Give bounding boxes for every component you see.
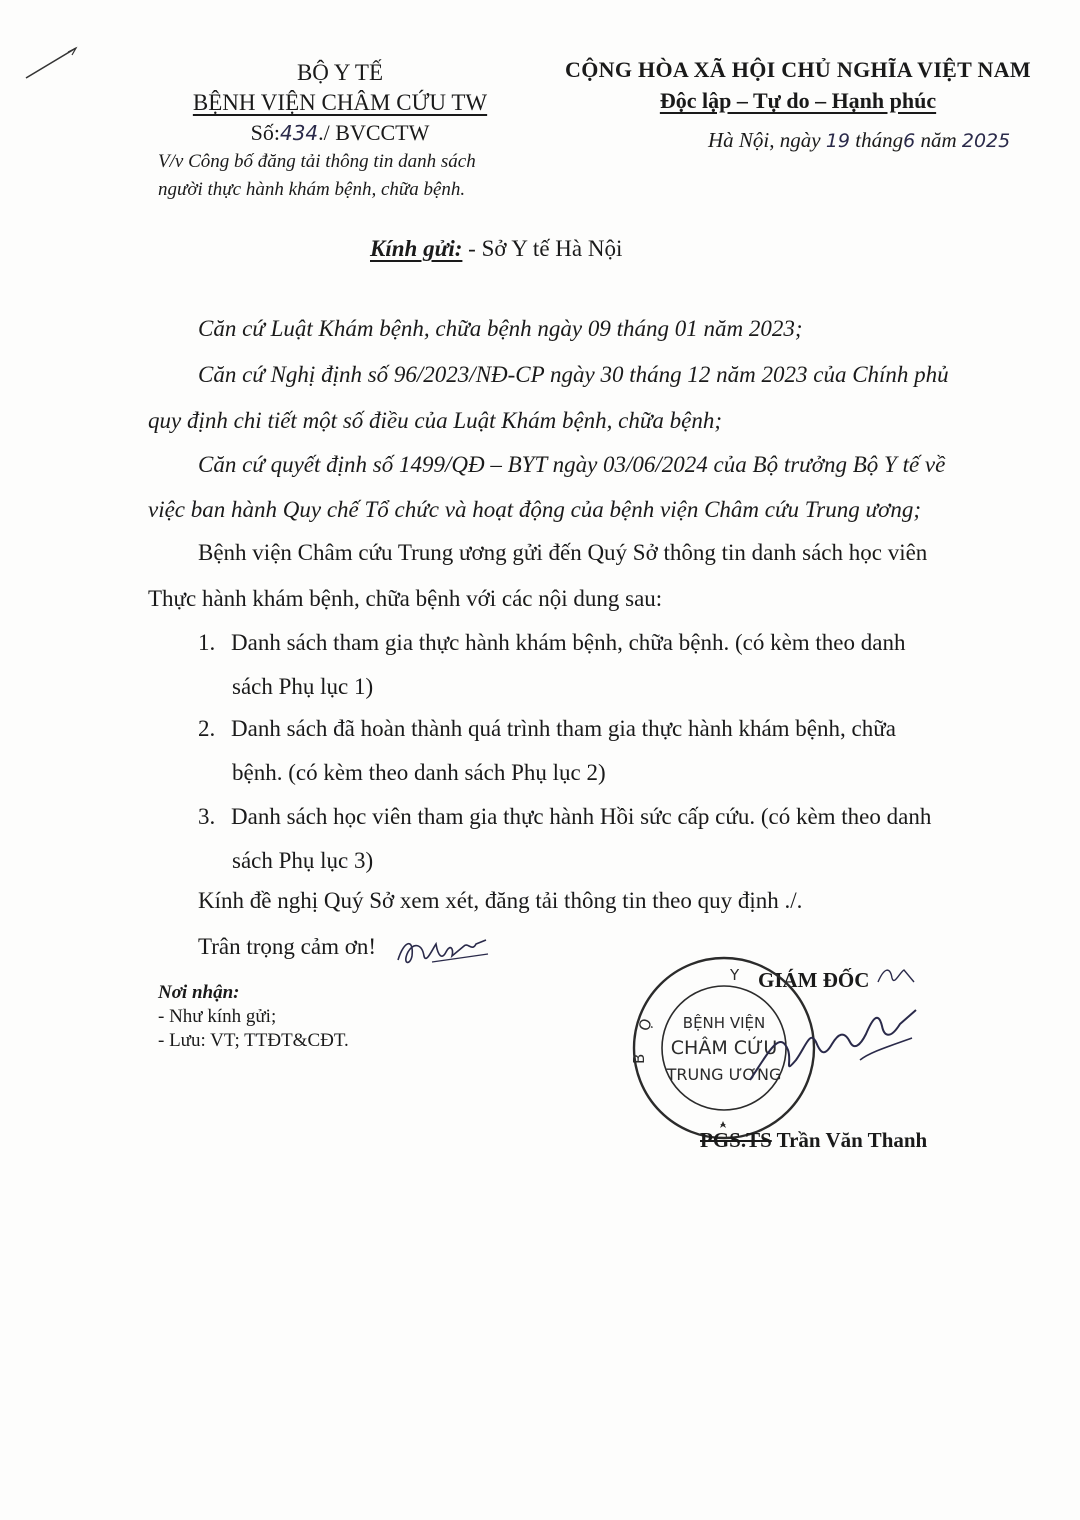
intro-line-2: Thực hành khám bệnh, chữa bệnh với các nội dung sau: xyxy=(148,586,663,611)
stamp-line-3: TRUNG ƯƠNG xyxy=(666,1065,782,1084)
stamp-star-icon xyxy=(720,1121,726,1128)
national-header xyxy=(548,54,1048,157)
national-motto: Độc lập – Tự do – Hạnh phúc xyxy=(659,88,937,113)
subject-line-1: V/v Công bố đăng tải thông tin danh sách xyxy=(158,151,476,172)
number-handwritten: 434 xyxy=(279,121,319,145)
list-item-1 xyxy=(198,630,905,656)
list-item-2-cont: bệnh. (có kèm theo danh sách Phụ lục 2) xyxy=(232,760,606,785)
date-year: 2025 xyxy=(961,130,1011,152)
list-item-number: 3. xyxy=(198,804,216,829)
signer-title: GIÁM ĐỐC xyxy=(758,968,870,992)
list-item-1-cont: sách Phụ lục 1) xyxy=(232,674,374,699)
stamp-ring-letter-1: Y xyxy=(730,966,740,984)
list-item-number: 2. xyxy=(198,716,216,741)
initials-scribble xyxy=(392,930,492,974)
issuer-header xyxy=(150,58,530,204)
list-item-text: Danh sách đã hoàn thành quá trình tham gia thực hành khám bệnh, chữa xyxy=(231,716,896,741)
closing-line: Trân trọng cảm ơn! xyxy=(198,934,377,959)
number-suffix: ./ BVCCTW xyxy=(318,120,430,145)
request-line: Kính đề nghị Quý Sở xem xét, đăng tải thông tin theo quy định ./. xyxy=(198,888,803,913)
intro-line-1: Bệnh viện Châm cứu Trung ương gửi đến Quý Sở thông tin danh sách học viên xyxy=(198,540,928,565)
stamp-line-2: CHÂM CỨU xyxy=(670,1037,778,1059)
corner-pen-mark xyxy=(20,38,80,88)
country-name: CỘNG HÒA XÃ HỘI CHỦ NGHĨA VIỆT NAM xyxy=(565,57,1031,82)
date-day: 19 xyxy=(825,130,851,152)
date-month-label: tháng xyxy=(855,128,904,152)
list-item-number: 1. xyxy=(198,630,216,655)
date-month: 6 xyxy=(903,130,916,152)
list-item-2 xyxy=(198,716,896,742)
list-item-3 xyxy=(198,804,931,830)
stamp-ring-letter-3: B xyxy=(630,1053,648,1064)
handwritten-signature xyxy=(740,990,920,1100)
basis-line-3b: việc ban hành Quy chế Tổ chức và hoạt động của bệnh viện Châm cứu Trung ương; xyxy=(148,497,921,522)
document-number xyxy=(150,118,530,148)
recipients-line-1: - Như kính gửi; xyxy=(158,1006,277,1027)
date-year-label: năm xyxy=(920,128,957,152)
issue-date xyxy=(708,124,1048,157)
ministry-name: BỘ Y TẾ xyxy=(296,60,384,85)
subject-line-2: người thực hành khám bệnh, chữa bệnh. xyxy=(158,179,466,200)
list-item-text: Danh sách tham gia thực hành khám bệnh, chữa bệnh. (có kèm theo danh xyxy=(231,630,906,655)
recipients-line-2: - Lưu: VT; TTĐT&CĐT. xyxy=(158,1030,349,1051)
list-item-text: Danh sách học viên tham gia thực hành Hồi sức cấp cứu. (có kèm theo danh xyxy=(231,804,932,829)
list-item-3-cont: sách Phụ lục 3) xyxy=(232,848,374,873)
signer-name-prefix: PGS.TS xyxy=(700,1128,772,1152)
basis-line-2a: Căn cứ Nghị định số 96/2023/NĐ-CP ngày 30 tháng 12 năm 2023 của Chính phủ xyxy=(198,362,949,387)
basis-line-3a: Căn cứ quyết định số 1499/QĐ – BYT ngày 03/06/2024 của Bộ trưởng Bộ Y tế về xyxy=(198,452,946,477)
number-prefix: Số: xyxy=(250,120,280,145)
stamp-line-1: BỆNH VIỆN xyxy=(682,1014,766,1032)
title-scribble xyxy=(874,962,918,992)
date-place: Hà Nội, ngày xyxy=(708,128,821,152)
basis-line-2b: quy định chi tiết một số điều của Luật Khám bệnh, chữa bệnh; xyxy=(148,408,723,433)
recipients-title: Nơi nhận: xyxy=(158,982,240,1003)
stamp-ring-letter-2: Ộ xyxy=(634,1016,656,1034)
signer-name xyxy=(700,1128,927,1153)
recipient-line xyxy=(370,236,622,262)
recipient-label: Kính gửi: xyxy=(370,236,463,261)
recipient-value: - Sở Y tế Hà Nội xyxy=(468,236,623,261)
hospital-name: BỆNH VIỆN CHÂM CỨU TW xyxy=(192,90,488,115)
basis-line-1: Căn cứ Luật Khám bệnh, chữa bệnh ngày 09 tháng 01 năm 2023; xyxy=(198,316,803,341)
signer-name-text: Trần Văn Thanh xyxy=(771,1128,928,1152)
